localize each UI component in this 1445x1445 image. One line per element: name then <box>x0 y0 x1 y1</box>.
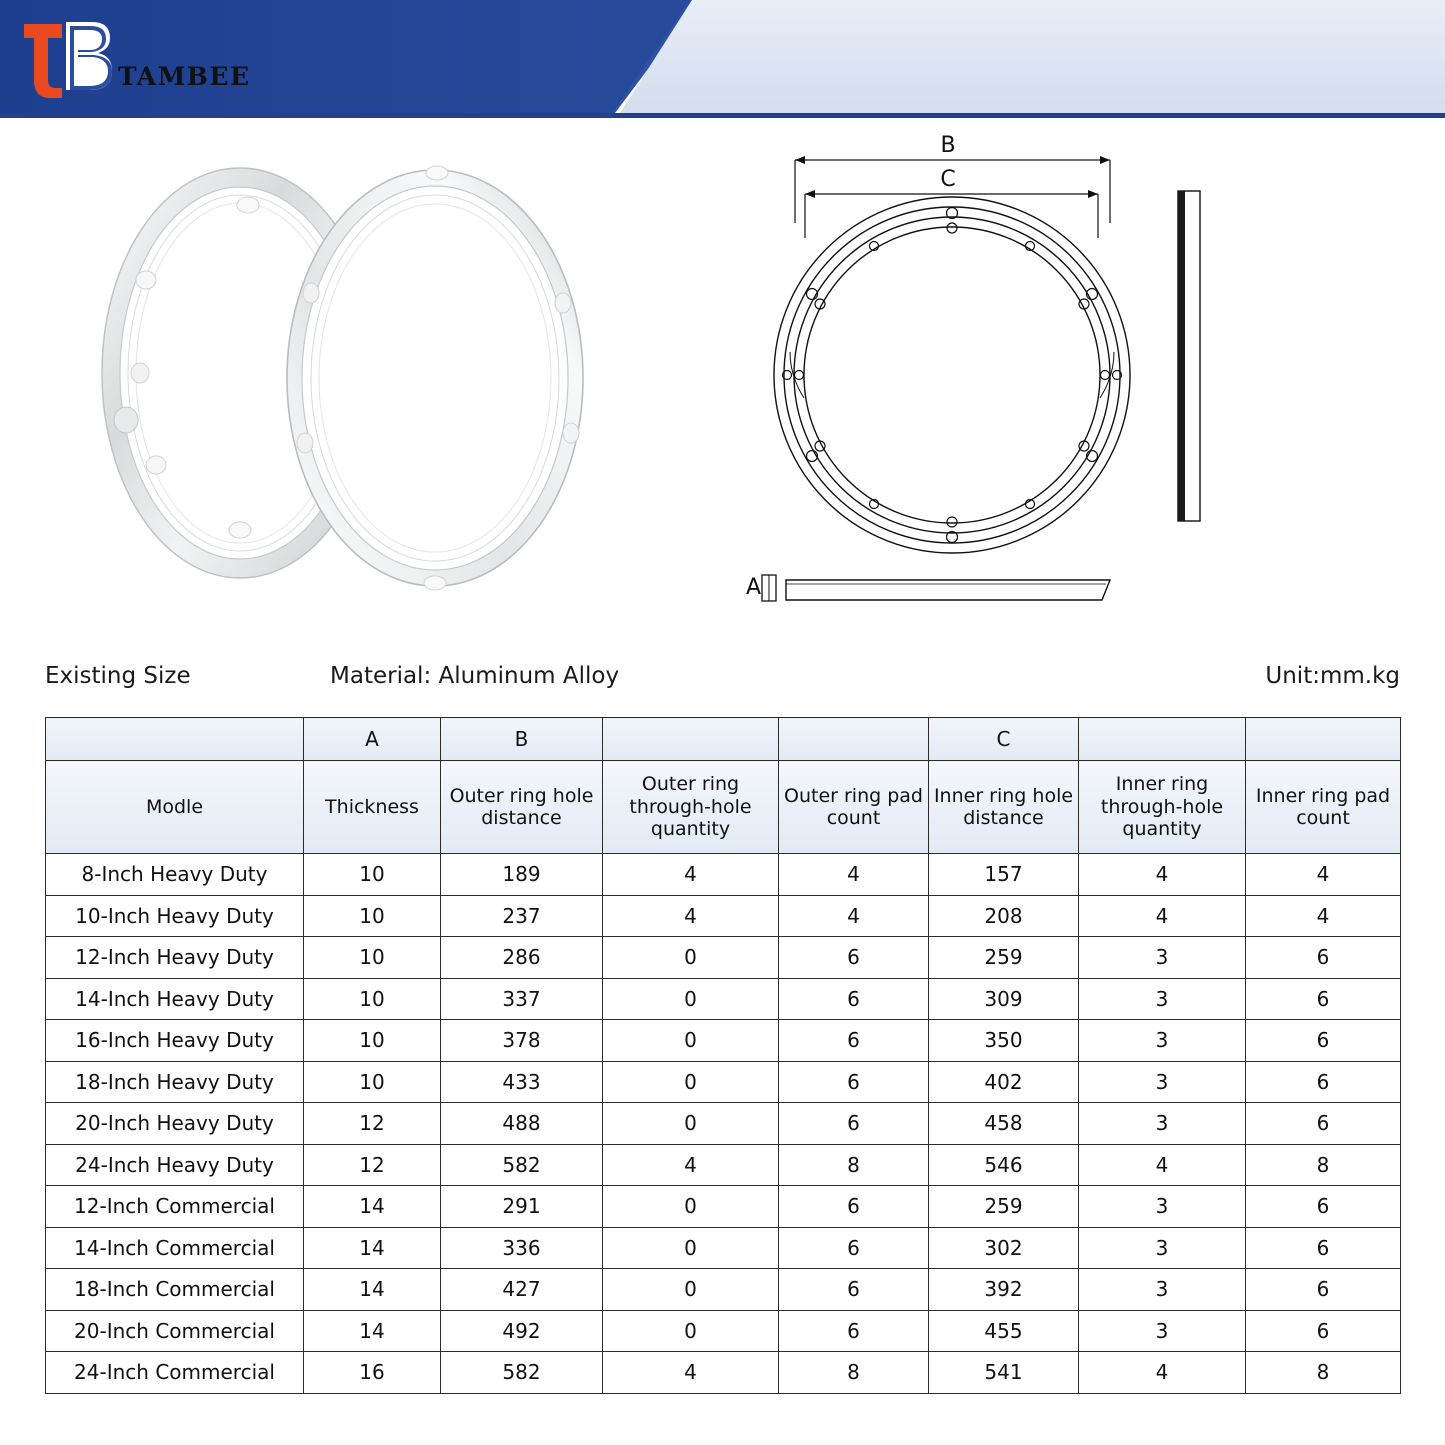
letter-cell-b: B <box>441 718 603 761</box>
product-photo <box>60 138 620 638</box>
cell-outer-pad-count: 6 <box>779 1020 929 1062</box>
cell-outer-through-hole-qty: 0 <box>603 1310 779 1352</box>
cell-inner-hole-distance: 350 <box>929 1020 1079 1062</box>
cell-outer-hole-distance: 378 <box>441 1020 603 1062</box>
cell-inner-through-hole-qty: 3 <box>1079 1227 1246 1269</box>
cell-model: 14-Inch Commercial <box>46 1227 304 1269</box>
cell-inner-pad-count: 8 <box>1246 1352 1401 1394</box>
letter-cell-a: A <box>304 718 441 761</box>
cell-model: 18-Inch Heavy Duty <box>46 1061 304 1103</box>
cell-model: 24-Inch Heavy Duty <box>46 1144 304 1186</box>
table-letter-row <box>46 718 1401 761</box>
dimension-label-b: B <box>940 133 956 158</box>
cell-outer-through-hole-qty: 4 <box>603 854 779 896</box>
column-header-inner-hole-distance: Inner ring hole distance <box>929 761 1079 854</box>
cell-outer-through-hole-qty: 0 <box>603 1186 779 1228</box>
cell-outer-pad-count: 6 <box>779 1186 929 1228</box>
table-row <box>46 1061 1401 1103</box>
cell-inner-through-hole-qty: 4 <box>1079 1352 1246 1394</box>
cell-inner-through-hole-qty: 3 <box>1079 1269 1246 1311</box>
cell-thickness: 14 <box>304 1186 441 1228</box>
page-header <box>0 0 1445 118</box>
cell-inner-hole-distance: 259 <box>929 1186 1079 1228</box>
caption-material: Material: Aluminum Alloy <box>330 663 620 689</box>
cell-outer-through-hole-qty: 0 <box>603 1103 779 1145</box>
cell-inner-hole-distance: 392 <box>929 1269 1079 1311</box>
cell-inner-hole-distance: 309 <box>929 978 1079 1020</box>
table-row <box>46 1269 1401 1311</box>
cell-inner-pad-count: 6 <box>1246 1269 1401 1311</box>
cell-outer-pad-count: 4 <box>779 895 929 937</box>
cell-outer-through-hole-qty: 0 <box>603 1061 779 1103</box>
letter-cell-7 <box>1246 718 1401 761</box>
cell-inner-through-hole-qty: 3 <box>1079 978 1246 1020</box>
cell-thickness: 10 <box>304 895 441 937</box>
column-header-outer-through-hole-qty: Outer ring through-hole quantity <box>603 761 779 854</box>
cell-thickness: 12 <box>304 1144 441 1186</box>
table-row <box>46 1103 1401 1145</box>
letter-cell-0 <box>46 718 304 761</box>
cell-inner-hole-distance: 259 <box>929 937 1079 979</box>
letter-cell-6 <box>1079 718 1246 761</box>
column-header-thickness: Thickness <box>304 761 441 854</box>
brand-name: TAMBEE <box>118 62 251 91</box>
cell-inner-through-hole-qty: 3 <box>1079 1310 1246 1352</box>
cell-model: 20-Inch Heavy Duty <box>46 1103 304 1145</box>
cell-outer-hole-distance: 492 <box>441 1310 603 1352</box>
cell-outer-pad-count: 8 <box>779 1144 929 1186</box>
table-row <box>46 937 1401 979</box>
specification-table <box>45 717 1401 1394</box>
product-illustration <box>0 118 1445 663</box>
cell-inner-pad-count: 8 <box>1246 1144 1401 1186</box>
cell-inner-through-hole-qty: 3 <box>1079 1061 1246 1103</box>
cell-inner-through-hole-qty: 3 <box>1079 937 1246 979</box>
caption-unit: Unit:mm.kg <box>1265 663 1400 689</box>
cell-outer-pad-count: 6 <box>779 1310 929 1352</box>
cell-outer-hole-distance: 427 <box>441 1269 603 1311</box>
column-header-inner-through-hole-qty: Inner ring through-hole quantity <box>1079 761 1246 854</box>
cell-inner-pad-count: 6 <box>1246 1310 1401 1352</box>
column-header-outer-pad-count: Outer ring pad count <box>779 761 929 854</box>
cell-inner-through-hole-qty: 3 <box>1079 1020 1246 1062</box>
cell-outer-hole-distance: 237 <box>441 895 603 937</box>
cell-thickness: 16 <box>304 1352 441 1394</box>
table-row <box>46 1310 1401 1352</box>
column-header-outer-hole-distance: Outer ring hole distance <box>441 761 603 854</box>
table-row <box>46 1144 1401 1186</box>
cell-inner-hole-distance: 302 <box>929 1227 1079 1269</box>
cell-outer-through-hole-qty: 0 <box>603 937 779 979</box>
cell-outer-pad-count: 6 <box>779 1269 929 1311</box>
cell-outer-hole-distance: 291 <box>441 1186 603 1228</box>
table-row <box>46 1020 1401 1062</box>
cell-inner-pad-count: 6 <box>1246 1020 1401 1062</box>
cell-outer-through-hole-qty: 0 <box>603 1227 779 1269</box>
column-header-inner-pad-count: Inner ring pad count <box>1246 761 1401 854</box>
cell-model: 14-Inch Heavy Duty <box>46 978 304 1020</box>
cell-outer-through-hole-qty: 0 <box>603 1269 779 1311</box>
cell-outer-through-hole-qty: 4 <box>603 895 779 937</box>
cell-thickness: 10 <box>304 1061 441 1103</box>
table-row <box>46 978 1401 1020</box>
cell-model: 12-Inch Heavy Duty <box>46 937 304 979</box>
cell-inner-hole-distance: 455 <box>929 1310 1079 1352</box>
cell-outer-through-hole-qty: 4 <box>603 1352 779 1394</box>
cell-outer-through-hole-qty: 0 <box>603 978 779 1020</box>
letter-cell-3 <box>603 718 779 761</box>
cell-inner-pad-count: 6 <box>1246 937 1401 979</box>
cell-outer-hole-distance: 337 <box>441 978 603 1020</box>
cell-outer-pad-count: 6 <box>779 1227 929 1269</box>
table-row <box>46 895 1401 937</box>
dimension-label-c: C <box>940 167 956 192</box>
cell-thickness: 14 <box>304 1227 441 1269</box>
cell-inner-pad-count: 6 <box>1246 978 1401 1020</box>
cell-thickness: 10 <box>304 854 441 896</box>
letter-cell-4 <box>779 718 929 761</box>
cell-inner-hole-distance: 546 <box>929 1144 1079 1186</box>
cell-outer-pad-count: 6 <box>779 1061 929 1103</box>
cell-outer-hole-distance: 582 <box>441 1352 603 1394</box>
cell-thickness: 10 <box>304 1020 441 1062</box>
cell-model: 24-Inch Commercial <box>46 1352 304 1394</box>
cell-outer-hole-distance: 582 <box>441 1144 603 1186</box>
cell-inner-hole-distance: 458 <box>929 1103 1079 1145</box>
cell-inner-pad-count: 6 <box>1246 1103 1401 1145</box>
cell-inner-pad-count: 4 <box>1246 854 1401 896</box>
cell-outer-pad-count: 8 <box>779 1352 929 1394</box>
brand-logo <box>18 14 251 98</box>
spec-table-wrap <box>45 717 1400 1394</box>
cell-inner-through-hole-qty: 4 <box>1079 1144 1246 1186</box>
cell-inner-hole-distance: 541 <box>929 1352 1079 1394</box>
cell-model: 10-Inch Heavy Duty <box>46 895 304 937</box>
table-header-row <box>46 761 1401 854</box>
cell-inner-pad-count: 6 <box>1246 1186 1401 1228</box>
cell-model: 20-Inch Commercial <box>46 1310 304 1352</box>
cell-model: 8-Inch Heavy Duty <box>46 854 304 896</box>
table-row <box>46 854 1401 896</box>
cell-thickness: 10 <box>304 937 441 979</box>
table-row <box>46 1186 1401 1228</box>
column-header-model: Modle <box>46 761 304 854</box>
cell-inner-through-hole-qty: 4 <box>1079 854 1246 896</box>
cell-outer-hole-distance: 189 <box>441 854 603 896</box>
cell-model: 18-Inch Commercial <box>46 1269 304 1311</box>
cell-outer-pad-count: 6 <box>779 978 929 1020</box>
cell-thickness: 14 <box>304 1269 441 1311</box>
dimension-label-a: A <box>746 575 762 600</box>
cell-inner-hole-distance: 157 <box>929 854 1079 896</box>
cell-inner-pad-count: 6 <box>1246 1227 1401 1269</box>
cell-thickness: 12 <box>304 1103 441 1145</box>
cell-model: 16-Inch Heavy Duty <box>46 1020 304 1062</box>
cell-inner-pad-count: 4 <box>1246 895 1401 937</box>
caption-existing-size: Existing Size <box>45 663 191 689</box>
cell-inner-hole-distance: 402 <box>929 1061 1079 1103</box>
table-row <box>46 1227 1401 1269</box>
cell-inner-pad-count: 6 <box>1246 1061 1401 1103</box>
cell-outer-pad-count: 4 <box>779 854 929 896</box>
cell-inner-through-hole-qty: 3 <box>1079 1186 1246 1228</box>
cell-outer-pad-count: 6 <box>779 937 929 979</box>
cell-outer-pad-count: 6 <box>779 1103 929 1145</box>
cell-outer-through-hole-qty: 4 <box>603 1144 779 1186</box>
cell-inner-through-hole-qty: 3 <box>1079 1103 1246 1145</box>
cell-outer-through-hole-qty: 0 <box>603 1020 779 1062</box>
cell-outer-hole-distance: 433 <box>441 1061 603 1103</box>
cell-model: 12-Inch Commercial <box>46 1186 304 1228</box>
table-row <box>46 1352 1401 1394</box>
technical-drawing <box>700 128 1400 648</box>
cell-thickness: 14 <box>304 1310 441 1352</box>
cell-inner-hole-distance: 208 <box>929 895 1079 937</box>
tambee-logo-icon <box>18 18 114 98</box>
cell-outer-hole-distance: 286 <box>441 937 603 979</box>
cell-thickness: 10 <box>304 978 441 1020</box>
cell-outer-hole-distance: 488 <box>441 1103 603 1145</box>
cell-outer-hole-distance: 336 <box>441 1227 603 1269</box>
letter-cell-c: C <box>929 718 1079 761</box>
cell-inner-through-hole-qty: 4 <box>1079 895 1246 937</box>
table-captions <box>0 663 1445 709</box>
